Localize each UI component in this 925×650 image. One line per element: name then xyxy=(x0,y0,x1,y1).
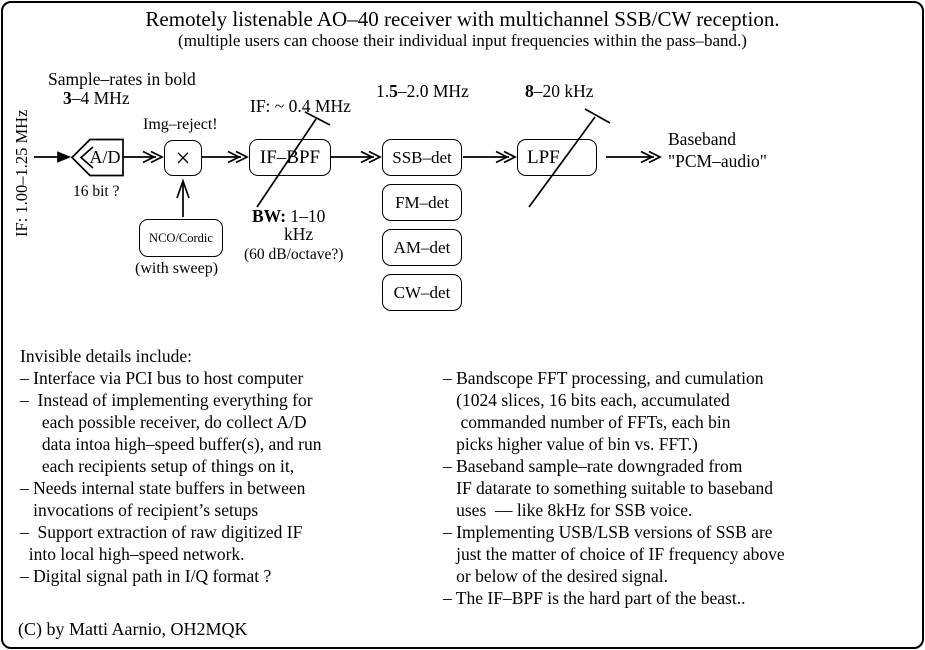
note-line: just the matter of choice of IF frequency above xyxy=(443,544,785,564)
detector-rate-label xyxy=(376,81,469,102)
output-label xyxy=(668,128,767,172)
det-rate-pre: 1. xyxy=(376,81,390,101)
adc-bits-label: 16 bit ? xyxy=(73,183,120,200)
detector-stack xyxy=(382,139,462,311)
nco-sweep-note: (with sweep) xyxy=(135,260,219,277)
notes-left-column xyxy=(20,345,321,587)
detector-box: CW–det xyxy=(382,274,462,311)
note-line: data intoa high–speed buffer(s), and run xyxy=(20,434,322,454)
notes-left-list xyxy=(20,367,321,587)
note-line: each possible receiver, do collect A/D xyxy=(20,412,307,432)
ifbpf-block xyxy=(249,139,331,176)
lpf-rate-label xyxy=(525,81,594,102)
sample-rates-note: Sample–rates in bold xyxy=(48,69,196,89)
det-rate-bold: 5 xyxy=(389,81,398,101)
copyright: (C) by Matti Aarnio, OH2MQK xyxy=(18,619,248,639)
multiply-icon: × xyxy=(175,142,191,173)
bw-bold: BW: xyxy=(252,206,287,226)
ifbpf-freq-label: IF: ~ 0.4 MHz xyxy=(250,96,351,116)
adc-sample-rate xyxy=(63,88,130,109)
ifbpf-label: IF–BPF xyxy=(259,146,321,168)
note-line: – Baseband sample–rate downgraded from xyxy=(443,456,743,476)
adc-block-label: A/D xyxy=(89,147,121,167)
note-line: IF datarate to something suitable to baseband xyxy=(443,478,773,498)
ifbpf-slope-note: (60 dB/octave?) xyxy=(244,246,344,263)
adc-rate-bold: 3 xyxy=(63,88,72,108)
note-line: picks higher value of bin vs. FFT.) xyxy=(443,434,698,454)
lpf-label: LPF xyxy=(527,146,560,168)
img-reject-label: Img–reject! xyxy=(143,116,218,133)
note-line: invocations of recipient’s setups xyxy=(20,500,259,520)
note-line: or below of the desired signal. xyxy=(443,566,669,586)
note-line: – Digital signal path in I/Q format ? xyxy=(20,566,272,586)
note-line: into local high–speed network. xyxy=(20,544,245,564)
note-line: – Interface via PCI bus to host computer xyxy=(20,368,304,388)
note-line: – The IF–BPF is the hard part of the beast.. xyxy=(443,588,746,608)
notes-right-column xyxy=(443,367,785,609)
if-input-label: IF: 1.00–1.25 MHz xyxy=(12,109,31,237)
output-line2: "PCM–audio" xyxy=(668,151,767,171)
mixer-block xyxy=(164,140,202,176)
nco-block xyxy=(139,219,223,257)
notes-heading: Invisible details include: xyxy=(20,346,193,366)
ifbpf-bw-unit: kHz xyxy=(284,224,314,244)
note-line: – Implementing USB/LSB versions of SSB are xyxy=(443,522,773,542)
detector-box: SSB–det xyxy=(382,139,462,176)
note-line: – Instead of implementing everything for xyxy=(20,390,313,410)
notes-right-list xyxy=(443,367,785,609)
output-line1: Baseband xyxy=(668,129,737,149)
det-rate-rest: –2.0 MHz xyxy=(397,81,469,101)
bw-rest: 1–10 xyxy=(286,206,326,226)
note-line: each recipients setup of things on it, xyxy=(20,456,295,476)
lpf-block xyxy=(517,139,597,176)
nco-label: NCO/Cordic xyxy=(149,230,213,245)
detector-box: AM–det xyxy=(382,229,462,266)
lpf-rate-bold: 8 xyxy=(525,81,534,101)
adc-rate-rest: –4 MHz xyxy=(71,88,130,108)
note-line: uses –– like 8kHz for SSB voice. xyxy=(443,500,693,520)
note-line: – Support extraction of raw digitized IF xyxy=(20,522,303,542)
page-subtitle: (multiple users can choose their individual input frequencies within the pass–band.) xyxy=(178,31,747,50)
note-line: commanded number of FFTs, each bin xyxy=(443,412,731,432)
detector-box: FM–det xyxy=(382,184,462,221)
page-title: Remotely listenable AO–40 receiver with multichannel SSB/CW reception. xyxy=(145,7,780,31)
note-line: – Needs internal state buffers in between xyxy=(20,478,306,498)
lpf-rate-rest: –20 kHz xyxy=(533,81,594,101)
note-line: (1024 slices, 16 bits each, accumulated xyxy=(443,390,730,410)
note-line: – Bandscope FFT processing, and cumulation xyxy=(443,368,764,388)
